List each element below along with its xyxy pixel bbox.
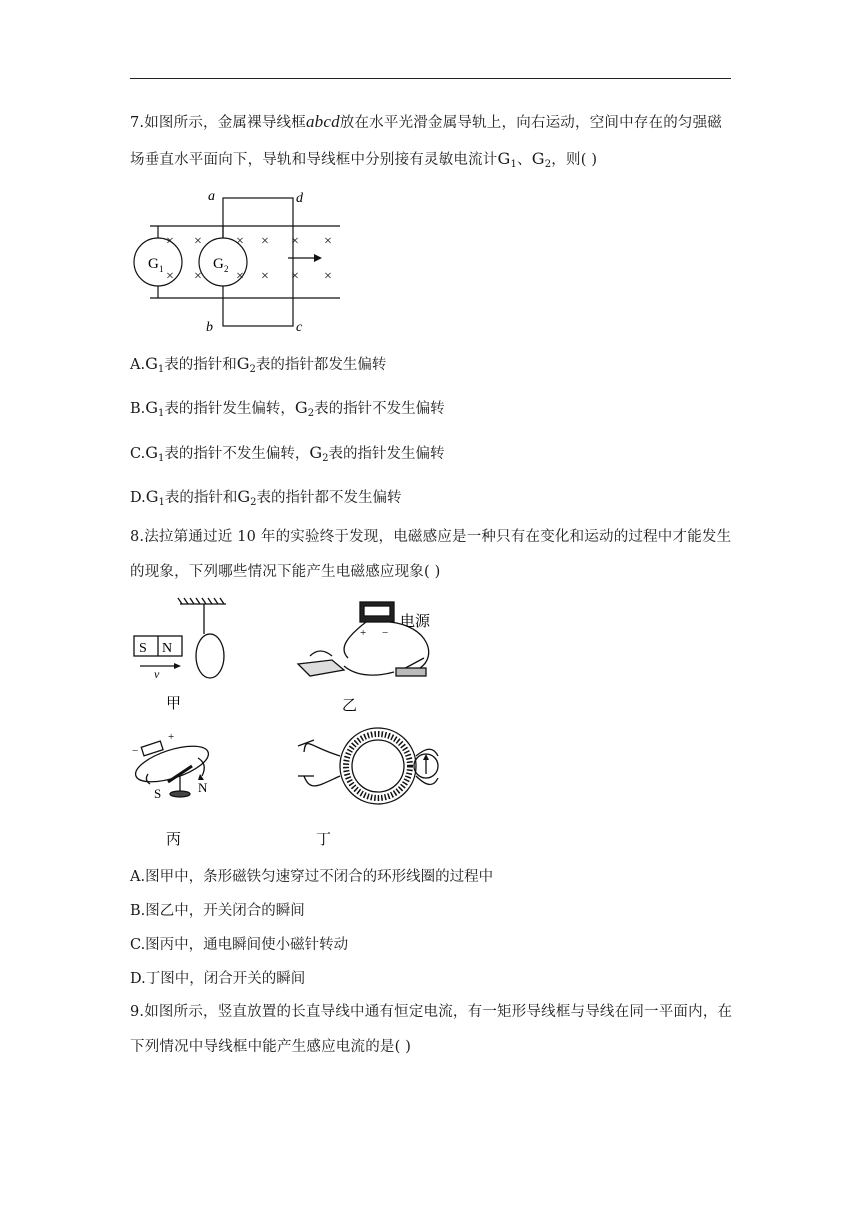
label-c: c <box>296 320 303 335</box>
svg-text:+: + <box>360 627 367 639</box>
q7-option-a[interactable]: $A.G_1$表的指针和$G_2$表的指针都发生偏转 <box>130 354 387 375</box>
svg-text:S: S <box>154 786 162 801</box>
svg-text:×: × <box>261 234 269 249</box>
label-ding: 丁 <box>316 832 332 848</box>
svg-text:×: × <box>291 269 299 284</box>
svg-text:N: N <box>162 641 173 656</box>
label-d: d <box>296 191 303 206</box>
q7-option-d[interactable]: $D.G_1$表的指针和$G_2$表的指针都不发生偏转 <box>130 487 402 508</box>
svg-text:×: × <box>194 269 202 284</box>
q8-option-d[interactable]: D.丁图中，闭合开关的瞬间 <box>130 971 306 987</box>
q8-option-a[interactable]: A.图甲中，条形磁铁匀速穿过不闭合的环形线圈的过程中 <box>130 869 494 885</box>
svg-text:−: − <box>132 745 139 757</box>
q8-figure <box>128 596 458 856</box>
svg-text:×: × <box>166 234 174 249</box>
label-b: b <box>206 320 213 335</box>
svg-text:×: × <box>324 269 332 284</box>
power-label: 电源 <box>400 614 431 630</box>
magnetic-field-crosses <box>166 234 332 284</box>
svg-text:×: × <box>261 269 269 284</box>
q7-option-c[interactable]: $C.G_1$表的指针不发生偏转，$G_2$表的指针发生偏转 <box>130 443 445 464</box>
g2-label: G <box>213 256 224 272</box>
svg-text:−: − <box>382 627 389 639</box>
label-a: a <box>208 189 215 204</box>
q7-text-3: ，则( ) <box>551 152 598 168</box>
q7-abcd: abcd <box>305 112 340 131</box>
question-7: 7.如图所示，金属裸导线框abcd放在水平光滑金属导轨上，向右运动，空间中存在的匀强磁场垂直水平面向下，导轨和导线框中分别接有灵敏电流计$G_1$、$G_2$，则( ) <box>130 112 722 170</box>
q8-option-b[interactable]: B.图乙中，开关闭合的瞬间 <box>130 903 305 919</box>
svg-text:1: 1 <box>159 264 164 274</box>
q8-option-c[interactable]: C.图丙中，通电瞬间使小磁针转动 <box>130 937 349 953</box>
svg-text:v: v <box>154 667 160 681</box>
svg-text:2: 2 <box>224 264 229 274</box>
svg-text:S: S <box>139 641 147 656</box>
header-rule <box>130 78 731 79</box>
figure-ding <box>298 728 438 804</box>
q7-option-b[interactable]: $B.G_1$表的指针发生偏转，$G_2$表的指针不发生偏转 <box>130 398 445 419</box>
question-9: 9.如图所示，竖直放置的长直导线中通有恒定电流，有一矩形导线框与导线在同一平面内，在下列情况中导线框中能产生感应电流的是( ) <box>130 1004 733 1055</box>
svg-text:×: × <box>236 269 244 284</box>
svg-text:×: × <box>166 269 174 284</box>
q7-text-2: 放在水平光滑金属导轨上，向右运动，空间中存在的匀强磁场垂直水平面向下，导轨和导线框中分别接有灵敏电流计 <box>130 115 722 168</box>
label-bing: 丙 <box>166 832 182 848</box>
label-jia: 甲 <box>166 696 182 712</box>
q7-figure <box>128 186 348 336</box>
label-yi: 乙 <box>342 698 358 714</box>
g1-label: G <box>148 256 159 272</box>
svg-text:N: N <box>198 780 208 795</box>
svg-text:×: × <box>324 234 332 249</box>
question-8: 8.法拉第通过近 10 年的实验终于发现，电磁感应是一种只有在变化和运动的过程中才能发生的现象，下列哪些情况下能产生电磁感应现象( ) <box>130 529 732 580</box>
svg-text:×: × <box>291 234 299 249</box>
q7-text-1: 7.如图所示，金属裸导线框 <box>130 115 306 131</box>
svg-text:×: × <box>194 234 202 249</box>
svg-text:×: × <box>236 234 244 249</box>
svg-text:+: + <box>168 731 175 743</box>
